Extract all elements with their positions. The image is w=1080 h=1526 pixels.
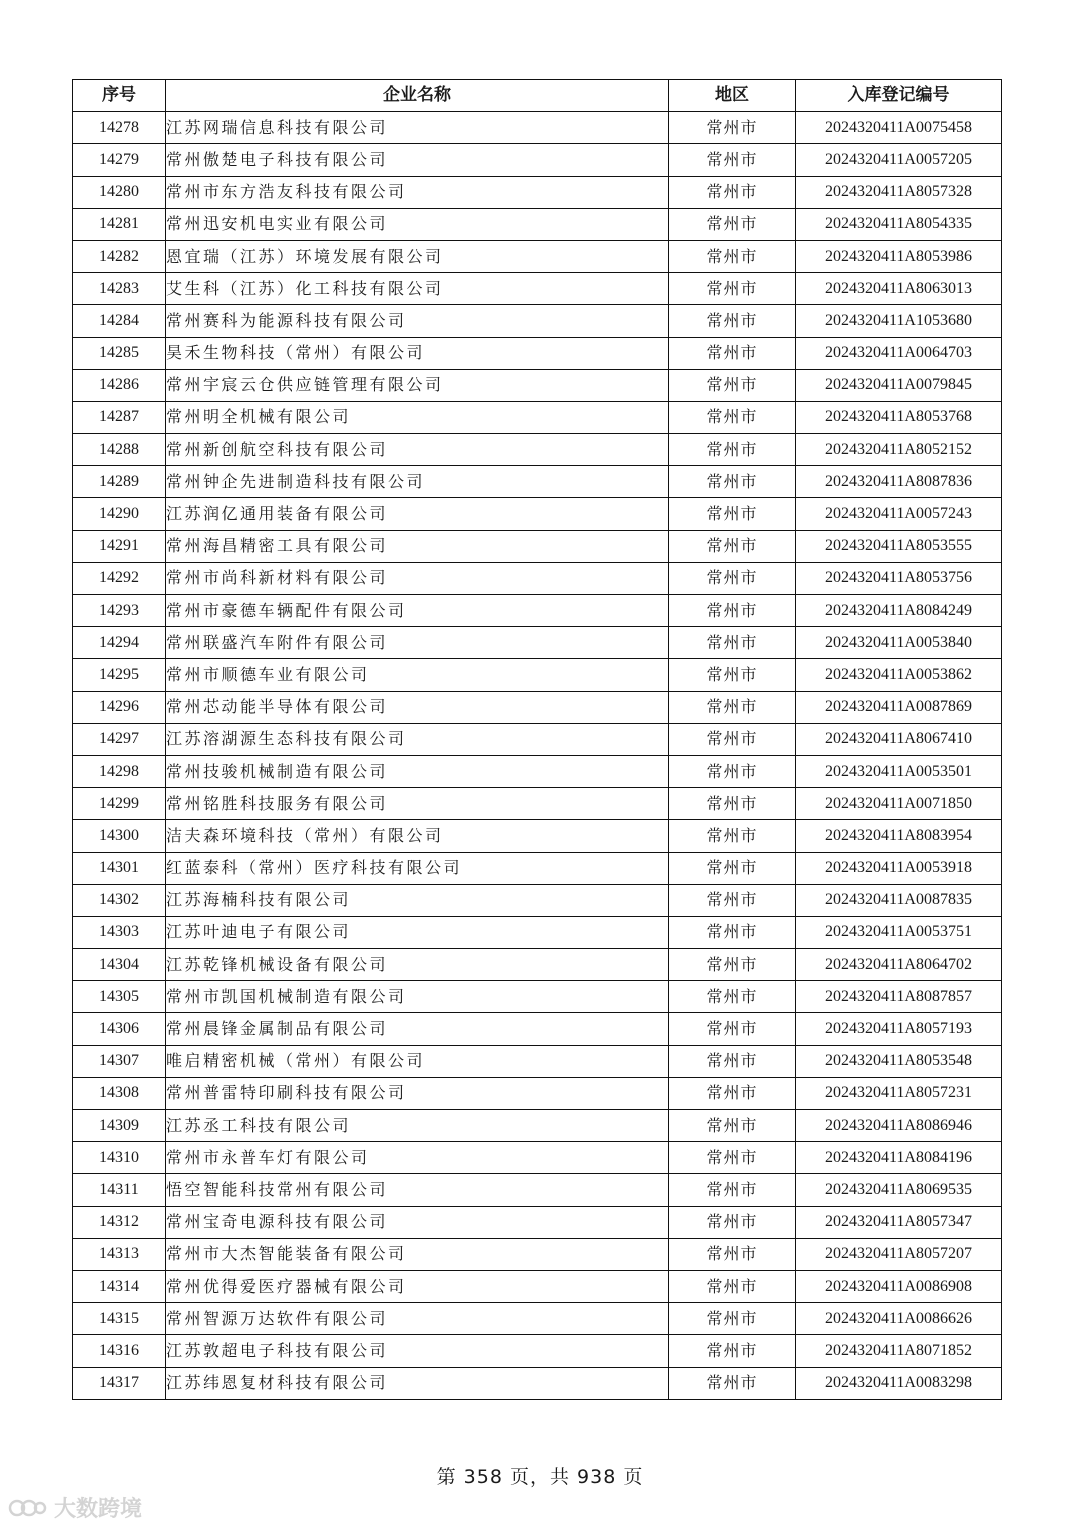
row-region: 常州市	[669, 176, 796, 208]
row-registration-number: 2024320411A8086946	[796, 1110, 1002, 1142]
row-company-name: 唯启精密机械（常州）有限公司	[166, 1045, 669, 1077]
table-row	[73, 434, 1002, 466]
row-registration-number: 2024320411A0057205	[796, 144, 1002, 176]
table-row	[73, 1335, 1002, 1367]
row-registration-number: 2024320411A0057243	[796, 498, 1002, 530]
enterprise-registry-table	[72, 79, 1002, 1400]
row-company-name: 常州新创航空科技有限公司	[166, 434, 669, 466]
row-company-name: 恩宜瑞（江苏）环境发展有限公司	[166, 240, 669, 272]
header-seq: 序号	[73, 80, 166, 112]
row-region: 常州市	[669, 208, 796, 240]
row-registration-number: 2024320411A0053918	[796, 852, 1002, 884]
table-row	[73, 1367, 1002, 1399]
row-registration-number: 2024320411A0079845	[796, 369, 1002, 401]
row-seq: 14309	[73, 1110, 166, 1142]
row-region: 常州市	[669, 884, 796, 916]
row-registration-number: 2024320411A8064702	[796, 949, 1002, 981]
row-company-name: 江苏叶迪电子有限公司	[166, 916, 669, 948]
row-company-name: 江苏海楠科技有限公司	[166, 884, 669, 916]
row-region: 常州市	[669, 1077, 796, 1109]
row-region: 常州市	[669, 595, 796, 627]
watermark-logo-icon	[8, 1496, 48, 1520]
table-row	[73, 466, 1002, 498]
row-region: 常州市	[669, 434, 796, 466]
row-region: 常州市	[669, 691, 796, 723]
table-row	[73, 1142, 1002, 1174]
row-company-name: 江苏润亿通用装备有限公司	[166, 498, 669, 530]
row-region: 常州市	[669, 1367, 796, 1399]
table-row	[73, 240, 1002, 272]
row-company-name: 常州宇宸云仓供应链管理有限公司	[166, 369, 669, 401]
row-seq: 14278	[73, 112, 166, 144]
row-registration-number: 2024320411A8053986	[796, 240, 1002, 272]
row-seq: 14286	[73, 369, 166, 401]
row-company-name: 常州明全机械有限公司	[166, 401, 669, 433]
table-row	[73, 659, 1002, 691]
row-seq: 14287	[73, 401, 166, 433]
row-company-name: 艾生科（江苏）化工科技有限公司	[166, 273, 669, 305]
header-row	[73, 80, 1002, 112]
row-registration-number: 2024320411A8087857	[796, 981, 1002, 1013]
row-registration-number: 2024320411A1053680	[796, 305, 1002, 337]
row-seq: 14288	[73, 434, 166, 466]
row-registration-number: 2024320411A8052152	[796, 434, 1002, 466]
table-body	[73, 112, 1002, 1400]
table-row	[73, 627, 1002, 659]
table-header	[73, 80, 1002, 112]
table-row	[73, 176, 1002, 208]
row-seq: 14281	[73, 208, 166, 240]
row-registration-number: 2024320411A8057328	[796, 176, 1002, 208]
row-region: 常州市	[669, 949, 796, 981]
row-company-name: 江苏乾锋机械设备有限公司	[166, 949, 669, 981]
row-registration-number: 2024320411A8087836	[796, 466, 1002, 498]
row-seq: 14307	[73, 1045, 166, 1077]
row-company-name: 常州市永普车灯有限公司	[166, 1142, 669, 1174]
table-row	[73, 1045, 1002, 1077]
row-seq: 14298	[73, 755, 166, 787]
row-region: 常州市	[669, 273, 796, 305]
row-company-name: 江苏纬恩复材科技有限公司	[166, 1367, 669, 1399]
row-seq: 14283	[73, 273, 166, 305]
row-registration-number: 2024320411A0053862	[796, 659, 1002, 691]
row-registration-number: 2024320411A8057207	[796, 1238, 1002, 1270]
row-company-name: 常州联盛汽车附件有限公司	[166, 627, 669, 659]
table-row	[73, 981, 1002, 1013]
table-row	[73, 884, 1002, 916]
row-registration-number: 2024320411A8067410	[796, 723, 1002, 755]
table-row	[73, 691, 1002, 723]
row-seq: 14295	[73, 659, 166, 691]
table-row	[73, 1174, 1002, 1206]
row-registration-number: 2024320411A8054335	[796, 208, 1002, 240]
row-registration-number: 2024320411A8063013	[796, 273, 1002, 305]
header-registration-number: 入库登记编号	[796, 80, 1002, 112]
row-region: 常州市	[669, 1335, 796, 1367]
table-row	[73, 208, 1002, 240]
row-registration-number: 2024320411A8053756	[796, 562, 1002, 594]
row-company-name: 常州智源万达软件有限公司	[166, 1303, 669, 1335]
row-registration-number: 2024320411A8083954	[796, 820, 1002, 852]
watermark	[8, 1492, 142, 1523]
row-registration-number: 2024320411A8084249	[796, 595, 1002, 627]
table-row	[73, 916, 1002, 948]
row-registration-number: 2024320411A0053840	[796, 627, 1002, 659]
row-region: 常州市	[669, 1142, 796, 1174]
row-region: 常州市	[669, 1270, 796, 1302]
row-region: 常州市	[669, 981, 796, 1013]
row-company-name: 常州芯动能半导体有限公司	[166, 691, 669, 723]
row-seq: 14312	[73, 1206, 166, 1238]
header-region: 地区	[669, 80, 796, 112]
row-registration-number: 2024320411A0087835	[796, 884, 1002, 916]
row-registration-number: 2024320411A8071852	[796, 1335, 1002, 1367]
row-region: 常州市	[669, 369, 796, 401]
table-row	[73, 369, 1002, 401]
row-seq: 14292	[73, 562, 166, 594]
table-row	[73, 820, 1002, 852]
row-region: 常州市	[669, 627, 796, 659]
row-seq: 14317	[73, 1367, 166, 1399]
table-row	[73, 1303, 1002, 1335]
row-company-name: 常州市大杰智能装备有限公司	[166, 1238, 669, 1270]
table-row	[73, 755, 1002, 787]
row-seq: 14293	[73, 595, 166, 627]
row-company-name: 常州迅安机电实业有限公司	[166, 208, 669, 240]
table-row	[73, 595, 1002, 627]
row-company-name: 常州海昌精密工具有限公司	[166, 530, 669, 562]
table-row	[73, 401, 1002, 433]
row-region: 常州市	[669, 1110, 796, 1142]
row-registration-number: 2024320411A0053751	[796, 916, 1002, 948]
row-seq: 14305	[73, 981, 166, 1013]
row-seq: 14313	[73, 1238, 166, 1270]
row-registration-number: 2024320411A8069535	[796, 1174, 1002, 1206]
row-registration-number: 2024320411A0064703	[796, 337, 1002, 369]
row-region: 常州市	[669, 1303, 796, 1335]
row-region: 常州市	[669, 820, 796, 852]
row-region: 常州市	[669, 144, 796, 176]
row-company-name: 常州市顺德车业有限公司	[166, 659, 669, 691]
table-row	[73, 788, 1002, 820]
row-seq: 14297	[73, 723, 166, 755]
row-registration-number: 2024320411A8084196	[796, 1142, 1002, 1174]
row-company-name: 常州铭胜科技服务有限公司	[166, 788, 669, 820]
row-registration-number: 2024320411A0071850	[796, 788, 1002, 820]
row-region: 常州市	[669, 659, 796, 691]
row-region: 常州市	[669, 112, 796, 144]
row-region: 常州市	[669, 1013, 796, 1045]
table-row	[73, 112, 1002, 144]
row-registration-number: 2024320411A8053555	[796, 530, 1002, 562]
row-registration-number: 2024320411A8057347	[796, 1206, 1002, 1238]
row-seq: 14284	[73, 305, 166, 337]
row-seq: 14310	[73, 1142, 166, 1174]
document-page	[72, 79, 1001, 1400]
row-seq: 14285	[73, 337, 166, 369]
row-region: 常州市	[669, 401, 796, 433]
row-seq: 14308	[73, 1077, 166, 1109]
row-seq: 14304	[73, 949, 166, 981]
row-company-name: 常州普雷特印刷科技有限公司	[166, 1077, 669, 1109]
row-registration-number: 2024320411A0053501	[796, 755, 1002, 787]
row-region: 常州市	[669, 1174, 796, 1206]
row-company-name: 常州傲楚电子科技有限公司	[166, 144, 669, 176]
row-company-name: 江苏敦超电子科技有限公司	[166, 1335, 669, 1367]
row-company-name: 常州晨锋金属制品有限公司	[166, 1013, 669, 1045]
row-company-name: 江苏丞工科技有限公司	[166, 1110, 669, 1142]
row-seq: 14289	[73, 466, 166, 498]
table-row	[73, 305, 1002, 337]
row-company-name: 江苏网瑞信息科技有限公司	[166, 112, 669, 144]
row-registration-number: 2024320411A0087869	[796, 691, 1002, 723]
row-seq: 14314	[73, 1270, 166, 1302]
table-row	[73, 1238, 1002, 1270]
table-row	[73, 273, 1002, 305]
row-company-name: 常州市尚科新材料有限公司	[166, 562, 669, 594]
row-seq: 14280	[73, 176, 166, 208]
row-company-name: 常州技骏机械制造有限公司	[166, 755, 669, 787]
row-company-name: 常州宝奇电源科技有限公司	[166, 1206, 669, 1238]
table-row	[73, 949, 1002, 981]
row-seq: 14279	[73, 144, 166, 176]
row-seq: 14300	[73, 820, 166, 852]
row-registration-number: 2024320411A0083298	[796, 1367, 1002, 1399]
header-company-name: 企业名称	[166, 80, 669, 112]
row-region: 常州市	[669, 723, 796, 755]
row-region: 常州市	[669, 466, 796, 498]
table-row	[73, 144, 1002, 176]
row-company-name: 常州赛科为能源科技有限公司	[166, 305, 669, 337]
table-row	[73, 1077, 1002, 1109]
table-row	[73, 1206, 1002, 1238]
row-seq: 14299	[73, 788, 166, 820]
row-registration-number: 2024320411A0086908	[796, 1270, 1002, 1302]
table-row	[73, 337, 1002, 369]
table-row	[73, 1013, 1002, 1045]
row-region: 常州市	[669, 1045, 796, 1077]
row-registration-number: 2024320411A0075458	[796, 112, 1002, 144]
row-region: 常州市	[669, 1206, 796, 1238]
row-company-name: 常州市东方浩友科技有限公司	[166, 176, 669, 208]
row-seq: 14316	[73, 1335, 166, 1367]
row-region: 常州市	[669, 498, 796, 530]
row-region: 常州市	[669, 755, 796, 787]
table-row	[73, 852, 1002, 884]
row-seq: 14282	[73, 240, 166, 272]
row-company-name: 常州市豪德车辆配件有限公司	[166, 595, 669, 627]
watermark-text: 大数跨境	[54, 1497, 143, 1522]
row-seq: 14311	[73, 1174, 166, 1206]
row-region: 常州市	[669, 916, 796, 948]
row-region: 常州市	[669, 530, 796, 562]
row-region: 常州市	[669, 240, 796, 272]
row-region: 常州市	[669, 852, 796, 884]
row-region: 常州市	[669, 337, 796, 369]
row-company-name: 昊禾生物科技（常州）有限公司	[166, 337, 669, 369]
row-company-name: 洁夫森环境科技（常州）有限公司	[166, 820, 669, 852]
row-registration-number: 2024320411A0086626	[796, 1303, 1002, 1335]
row-company-name: 常州优得爱医疗器械有限公司	[166, 1270, 669, 1302]
row-seq: 14301	[73, 852, 166, 884]
row-region: 常州市	[669, 305, 796, 337]
row-region: 常州市	[669, 562, 796, 594]
row-registration-number: 2024320411A8057193	[796, 1013, 1002, 1045]
row-seq: 14296	[73, 691, 166, 723]
page-number: 第 358 页，共 938 页	[436, 1466, 644, 1488]
row-company-name: 悟空智能科技常州有限公司	[166, 1174, 669, 1206]
table-row	[73, 562, 1002, 594]
row-registration-number: 2024320411A8053548	[796, 1045, 1002, 1077]
table-row	[73, 1110, 1002, 1142]
table-row	[73, 723, 1002, 755]
row-region: 常州市	[669, 788, 796, 820]
row-seq: 14290	[73, 498, 166, 530]
row-company-name: 常州钟企先进制造科技有限公司	[166, 466, 669, 498]
row-seq: 14315	[73, 1303, 166, 1335]
row-company-name: 红蓝泰科（常州）医疗科技有限公司	[166, 852, 669, 884]
row-seq: 14306	[73, 1013, 166, 1045]
row-seq: 14294	[73, 627, 166, 659]
row-seq: 14302	[73, 884, 166, 916]
row-seq: 14303	[73, 916, 166, 948]
table-row	[73, 530, 1002, 562]
row-company-name: 常州市凯国机械制造有限公司	[166, 981, 669, 1013]
row-seq: 14291	[73, 530, 166, 562]
table-row	[73, 1270, 1002, 1302]
table-row	[73, 498, 1002, 530]
row-registration-number: 2024320411A8053768	[796, 401, 1002, 433]
row-company-name: 江苏溶湖源生态科技有限公司	[166, 723, 669, 755]
row-region: 常州市	[669, 1238, 796, 1270]
row-registration-number: 2024320411A8057231	[796, 1077, 1002, 1109]
